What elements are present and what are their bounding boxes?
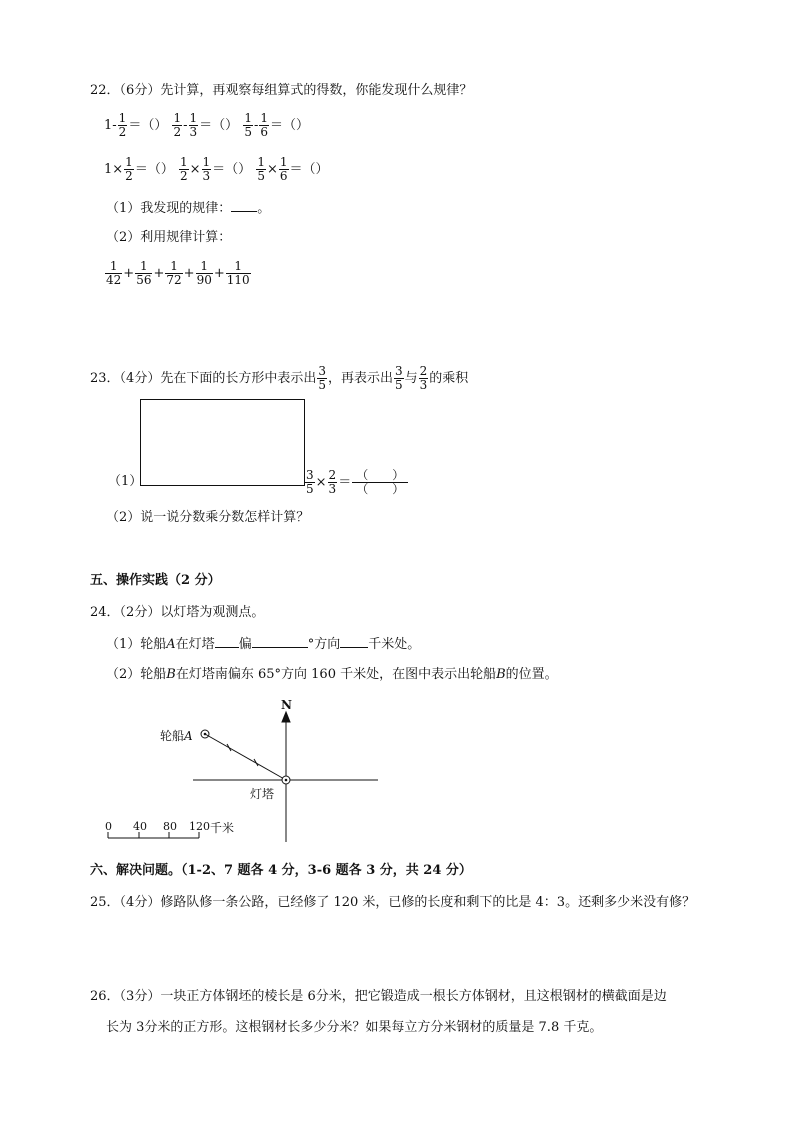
q22-r1c-frac2: $\frac{1}{6}$ (260, 111, 268, 139)
plus-sign: + (213, 266, 225, 281)
q24-sub2-part1: （2）轮船 (106, 667, 167, 682)
q22-r1b-op: - (183, 118, 188, 133)
scale-unit: 千米 (210, 821, 235, 835)
q22-r2b-answer: ＝（） (212, 162, 252, 177)
q22-r2b-frac1: $\frac{1}{2}$ (179, 155, 188, 183)
q24-heading: 24．（2分）以灯塔为观测点。 (90, 605, 265, 620)
section-5-title: 五、操作实践（2 分） (90, 573, 221, 588)
q25: 25．（4分）修路队修一条公路，已经修了 120 米，已修的长度和剩下的比是 4：3。还剩多少米没有修？ (90, 895, 696, 910)
q22-r2a-frac: $\frac{1}{2}$ (125, 155, 133, 183)
q22-r1b-answer: ＝（） (199, 118, 239, 133)
q26-line1: 26．（3分）一块正方体钢坯的棱长是 6分米，把它锻造成一根长方体钢材，且这根钢材的横截面是边 (90, 989, 667, 1004)
q22-r1c-frac1: $\frac{1}{5}$ (244, 111, 252, 139)
q23-heading-part1: 23．（4分）先在下面的长方形中表示出 (90, 371, 317, 386)
q24-sub1-part2: 在灯塔 (175, 637, 215, 652)
q24-ship-b-2: B (496, 667, 506, 682)
q23-eq-frac1: $\frac{3}{5}$ (306, 468, 314, 496)
q22-sum-frac3: $\frac{1}{72}$ (166, 259, 182, 287)
q24-sub1-part1: （1）轮船 (106, 637, 167, 652)
q22-r1c-answer: ＝（） (270, 118, 310, 133)
north-arrow-icon (282, 712, 290, 722)
q22-r1a-answer: ＝（） (128, 118, 168, 133)
scale-80: 80 (163, 820, 177, 833)
q23-heading-part4: 的乘积 (429, 371, 469, 386)
scale-40: 40 (133, 820, 147, 833)
q22-heading: 22．（6分）先计算，再观察每组算式的得数，你能发现什么规律？ (90, 83, 473, 98)
q22-r2b-frac2: $\frac{1}{3}$ (202, 155, 211, 183)
q23-heading-part3: 与 (404, 371, 418, 386)
section-6-title: 六、解决问题。（1-2、7 题各 4 分，3-6 题各 3 分，共 24 分） (90, 863, 472, 878)
q24-sub1-part3: 偏 (238, 637, 252, 652)
q22-r2a-prefix: 1× (104, 162, 124, 177)
q23-frac-2-3: $\frac{2}{3}$ (419, 364, 428, 392)
q23-sub2: （2）说一说分数乘分数怎样计算？ (106, 510, 310, 525)
ship-a-bearing-line (205, 734, 286, 780)
q23-eq-frac2: $\frac{2}{3}$ (328, 468, 337, 496)
q22-r1a-frac: $\frac{1}{2}$ (118, 111, 127, 139)
q22-sum-frac4: $\frac{1}{90}$ (196, 259, 212, 287)
q23-sub1-label: （1） (108, 474, 143, 489)
q22-sub2: （2）利用规律计算： (106, 230, 232, 245)
plus-sign: + (183, 266, 195, 281)
q22-r2c-frac2: $\frac{1}{6}$ (279, 155, 288, 183)
q23-frac-3-5: $\frac{3}{5}$ (318, 364, 326, 392)
q24-ship-a: A (166, 637, 176, 652)
q26-line2: 长为 3分米的正方形。这根钢材长多少分米？如果每立方分米钢材的质量是 7.8 千克。 (106, 1020, 603, 1035)
ship-a-label: 轮船A (160, 729, 193, 743)
q22-r1a-prefix: 1- (104, 118, 117, 133)
q22-sum-frac1: $\frac{1}{42}$ (106, 259, 122, 287)
equals-sign: ＝ (338, 475, 352, 490)
q22-r1c-op: - (253, 118, 259, 133)
plus-sign: + (123, 266, 135, 281)
q22-sub1-label: （1）我发现的规律： (106, 201, 232, 216)
q22-r2c-op: × (266, 162, 278, 177)
lighthouse-label: 灯塔 (250, 787, 275, 801)
times-sign: × (315, 475, 327, 490)
q22-r2a-answer: ＝（） (134, 162, 174, 177)
q24-ship-b: B (166, 667, 176, 682)
q23-answer-frac[interactable]: $\frac{( )}{( )}$ (352, 469, 408, 496)
q24-sub1-part4: °方向 (307, 637, 341, 652)
q22-r2c-frac1: $\frac{1}{5}$ (257, 155, 265, 183)
q22-sum-frac5: $\frac{1}{110}$ (226, 259, 250, 287)
q24-sub1-part5: 千米处。 (368, 637, 421, 652)
q22-r2c-answer: ＝（） (289, 162, 329, 177)
q22-r2b-op: × (189, 162, 201, 177)
scale-120: 120 (189, 820, 210, 833)
north-label: N (281, 698, 292, 712)
q22-sum-frac2: $\frac{1}{56}$ (136, 259, 152, 287)
q22-r1b-frac1: $\frac{1}{2}$ (173, 111, 182, 139)
q24-sub2-part2: 在灯塔南偏东 65°方向 160 千米处，在图中表示出轮船 (175, 667, 497, 682)
scale-0: 0 (105, 820, 112, 833)
q23-frac-3-5-b: $\frac{3}{5}$ (394, 364, 403, 392)
q23-heading-part2: ，再表示出 (327, 371, 393, 386)
plus-sign: + (153, 266, 165, 281)
tick-mark (227, 744, 231, 751)
q22-sub1-end: 。 (257, 201, 271, 216)
q22-r1b-frac2: $\frac{1}{3}$ (189, 111, 198, 139)
q24-sub2-part3: 的位置。 (505, 667, 558, 682)
